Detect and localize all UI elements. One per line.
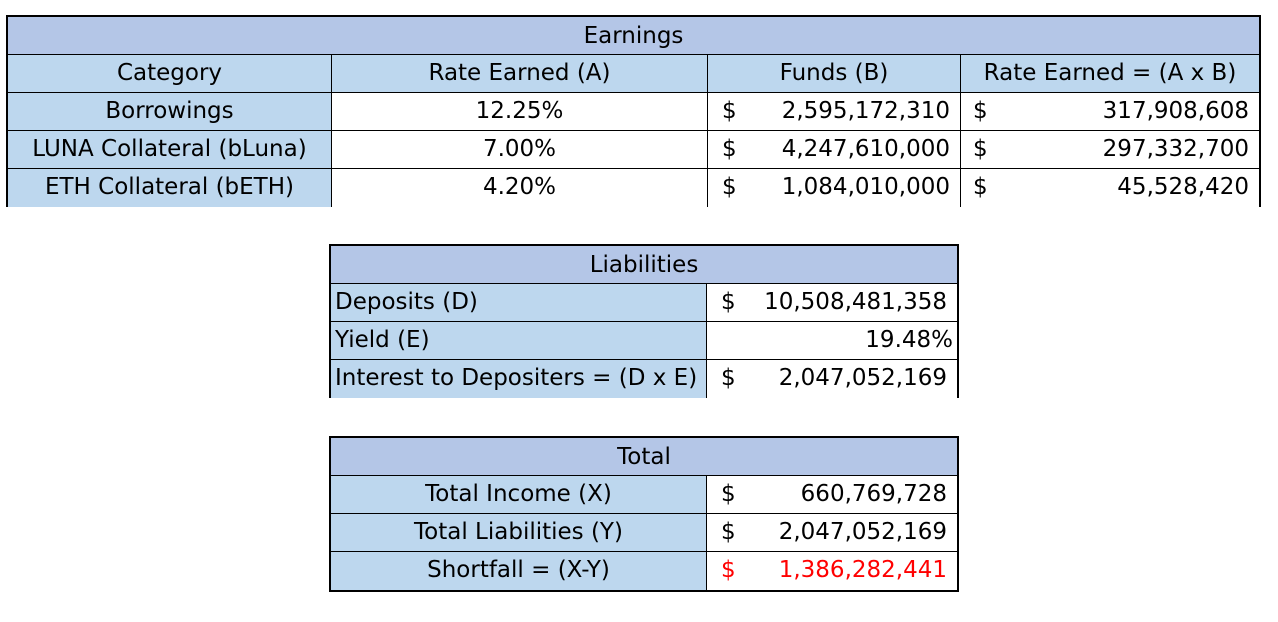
liabilities-title: Liabilities — [589, 252, 699, 278]
currency-symbol: $ — [721, 557, 736, 583]
currency-symbol: $ — [721, 481, 736, 507]
earnings-table — [6, 15, 1261, 207]
table-row — [331, 514, 957, 552]
table-row — [331, 552, 957, 590]
total-value-cell — [707, 514, 957, 551]
total-title: Total — [617, 444, 671, 470]
liabilities-title-row — [331, 246, 957, 284]
currency-symbol: $ — [721, 519, 736, 545]
earned-cell — [961, 169, 1259, 207]
total-label: Total Income (X) — [331, 476, 707, 513]
funds-cell — [708, 131, 961, 168]
total-table — [329, 436, 959, 592]
shortfall-value: 1,386,282,441 — [778, 557, 947, 583]
funds-value: 1,084,010,000 — [781, 174, 950, 200]
currency-symbol: $ — [722, 174, 737, 200]
table-row — [331, 322, 957, 360]
funds-value: 4,247,610,000 — [781, 136, 950, 162]
total-value: 2,047,052,169 — [778, 519, 947, 545]
total-label: Shortfall = (X-Y) — [331, 552, 707, 590]
liability-value: 19.48% — [865, 327, 953, 353]
currency-symbol: $ — [722, 136, 737, 162]
rate-cell: 12.25% — [332, 93, 708, 130]
table-row — [8, 93, 1259, 131]
header-category: Category — [8, 55, 332, 92]
currency-symbol: $ — [722, 98, 737, 124]
liability-label: Interest to Depositers = (D x E) — [331, 360, 707, 398]
funds-cell — [708, 169, 961, 207]
currency-symbol: $ — [973, 98, 988, 124]
category-cell: LUNA Collateral (bLuna) — [8, 131, 332, 168]
earnings-header-row — [8, 55, 1259, 93]
earnings-title-row — [8, 17, 1259, 55]
liability-value-cell — [707, 322, 957, 359]
currency-symbol: $ — [721, 365, 736, 391]
header-rate-earned: Rate Earned (A) — [332, 55, 708, 92]
currency-symbol: $ — [721, 289, 736, 315]
header-funds: Funds (B) — [708, 55, 961, 92]
earned-value: 297,332,700 — [1102, 136, 1249, 162]
funds-cell — [708, 93, 961, 130]
total-label: Total Liabilities (Y) — [331, 514, 707, 551]
liability-value-cell — [707, 360, 957, 398]
table-row — [8, 131, 1259, 169]
table-row — [331, 284, 957, 322]
liabilities-table — [329, 244, 959, 398]
earned-value: 317,908,608 — [1102, 98, 1249, 124]
earned-cell — [961, 131, 1259, 168]
total-value-cell — [707, 476, 957, 513]
rate-cell: 7.00% — [332, 131, 708, 168]
liability-value: 10,508,481,358 — [764, 289, 947, 315]
table-row — [8, 169, 1259, 207]
header-earned-amount: Rate Earned = (A x B) — [983, 60, 1237, 86]
rate-cell: 4.20% — [332, 169, 708, 207]
liability-value: 2,047,052,169 — [778, 365, 947, 391]
earnings-title: Earnings — [583, 23, 684, 49]
funds-value: 2,595,172,310 — [781, 98, 950, 124]
liability-label: Yield (E) — [331, 322, 707, 359]
table-row — [331, 360, 957, 398]
earned-cell — [961, 93, 1259, 130]
total-title-row — [331, 438, 957, 476]
currency-symbol: $ — [973, 136, 988, 162]
currency-symbol: $ — [973, 174, 988, 200]
earned-value: 45,528,420 — [1117, 174, 1249, 200]
total-value-cell — [707, 552, 957, 590]
liability-value-cell — [707, 284, 957, 321]
liability-label: Deposits (D) — [331, 284, 707, 321]
category-cell: ETH Collateral (bETH) — [8, 169, 332, 207]
table-row — [331, 476, 957, 514]
category-cell: Borrowings — [8, 93, 332, 130]
total-value: 660,769,728 — [800, 481, 947, 507]
